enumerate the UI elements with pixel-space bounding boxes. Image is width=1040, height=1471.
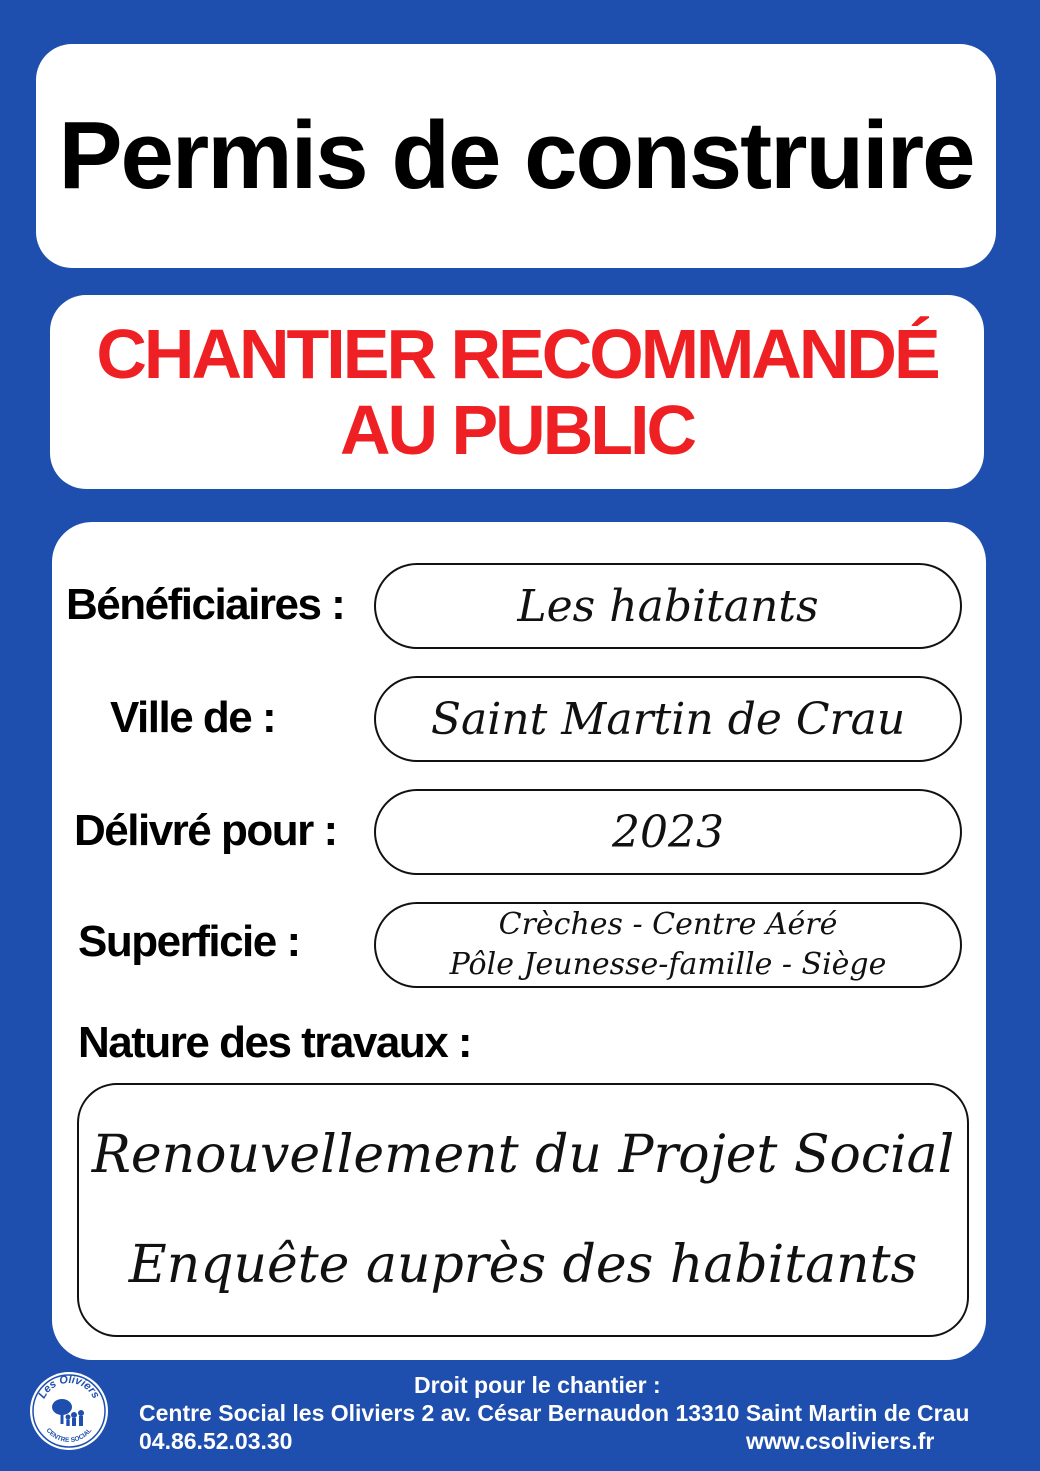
footer-address: Centre Social les Oliviers 2 av. César Bernaudon 13310 Saint Martin de Crau [139, 1400, 970, 1426]
nature-label: Nature des travaux : [78, 1018, 472, 1067]
logo-bottom-text: CENTRE SOCIAL [44, 1427, 94, 1445]
subtitle-line-2: AU PUBLIC [339, 391, 695, 469]
delivre-value: 2023 [612, 806, 724, 858]
les-oliviers-logo [28, 1370, 110, 1452]
footer-phone: 04.86.52.03.30 [139, 1428, 293, 1454]
title-card [36, 44, 996, 268]
subtitle-line-1: CHANTIER RECOMMANDÉ [96, 315, 938, 393]
ville-label: Ville de : [110, 693, 276, 742]
superficie-value-line-2: Pôle Jeunesse-famille - Siège [449, 947, 887, 982]
footer-website[interactable]: www.csoliviers.fr [746, 1428, 935, 1454]
superficie-value-line-1: Crèches - Centre Aéré [498, 907, 838, 942]
beneficiaires-value: Les habitants [517, 580, 819, 632]
footer-heading: Droit pour le chantier : [414, 1372, 661, 1398]
nature-value-box [77, 1083, 969, 1337]
subtitle-card [50, 295, 984, 489]
beneficiaires-value-box [374, 563, 962, 649]
nature-value-line-2: Enquête auprès des habitants [128, 1235, 918, 1295]
nature-value-line-1: Renouvellement du Projet Social [91, 1125, 955, 1185]
delivre-label: Délivré pour : [74, 806, 337, 855]
page-title: Permis de construire [58, 102, 974, 209]
logo-top-text: Les Oliviers [36, 1373, 102, 1401]
superficie-value-box [374, 902, 962, 988]
beneficiaires-label: Bénéficiaires : [66, 580, 345, 629]
delivre-value-box [374, 789, 962, 875]
superficie-label: Superficie : [78, 917, 300, 966]
ville-value-box [374, 676, 962, 762]
ville-value: Saint Martin de Crau [430, 693, 906, 745]
